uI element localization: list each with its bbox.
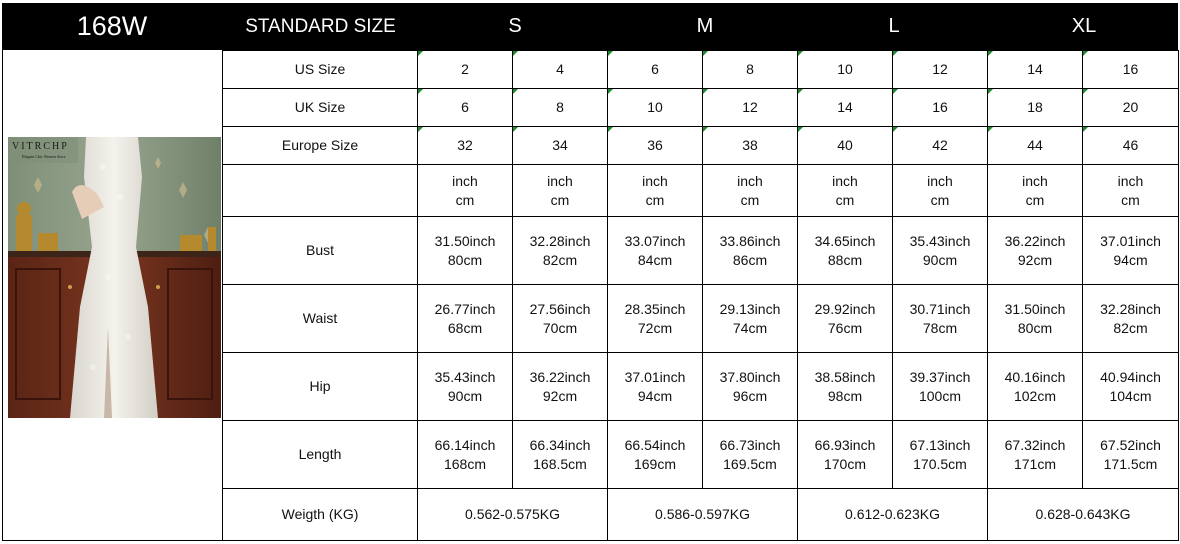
uk-size-cell: [798, 89, 893, 127]
cell-value: 8: [556, 99, 564, 115]
cell-corner-marker: [988, 89, 993, 94]
cell-corner-marker: [418, 89, 423, 94]
cell-inch-value: 33.86inch: [719, 232, 781, 249]
cell-value: 16: [1122, 61, 1139, 77]
us-size-cell: [703, 51, 798, 89]
cell-cm-value: 169cm: [633, 455, 677, 472]
cell-inch-value: 66.54inch: [624, 436, 686, 453]
bust-cell: [798, 217, 893, 285]
cell-corner-marker: [1083, 51, 1088, 56]
cell-inch-value: 29.92inch: [814, 300, 876, 317]
unit-cell: [513, 165, 608, 217]
cell-value: 46: [1122, 137, 1139, 153]
cell-cm-value: 170.5cm: [913, 455, 967, 472]
weight-cell: 0.612-0.623KG: [798, 489, 988, 541]
cell-cm-value: 171cm: [1013, 455, 1057, 472]
cell-inch-value: 32.28inch: [1100, 300, 1161, 317]
row-unit: [223, 165, 1179, 217]
cell-value: 12: [742, 99, 758, 115]
length-cell: [418, 421, 513, 489]
length-cell: [608, 421, 703, 489]
europe-size-cell: [608, 127, 703, 165]
row-uk-size: [223, 89, 1179, 127]
cell-inch-value: 35.43inch: [909, 232, 971, 249]
length-cell: [513, 421, 608, 489]
waist-cell: [418, 285, 513, 353]
cell-inch-value: 32.28inch: [529, 232, 591, 249]
cell-inch-value: 36.22inch: [529, 368, 591, 385]
europe-size-cell: [798, 127, 893, 165]
cell-inch-value: 33.07inch: [624, 232, 686, 249]
cell-value: 10: [647, 99, 663, 115]
standard-size-heading: STANDARD SIZE: [245, 16, 396, 37]
cell-inch-value: 39.37inch: [909, 368, 971, 385]
cell-cm-value: 96cm: [732, 387, 768, 404]
unit-cell: [608, 165, 703, 217]
europe-size-cell: [893, 127, 988, 165]
cell-cm-value: cm: [1121, 191, 1140, 208]
cell-value: 4: [556, 61, 564, 77]
cell-inch-value: 38.58inch: [814, 368, 876, 385]
cell-inch-value: 30.71inch: [909, 300, 971, 317]
size-heading-xl: XL: [1071, 15, 1097, 37]
bust-cell: [703, 217, 798, 285]
length-cell: [1083, 421, 1179, 489]
cell-value: 42: [932, 137, 948, 153]
cell-inch-value: 27.56inch: [529, 300, 591, 317]
bust-cell: [513, 217, 608, 285]
size-heading-l: L: [888, 15, 900, 37]
cell-cm-value: cm: [1025, 191, 1045, 208]
cell-value: 14: [1027, 61, 1043, 77]
cell-corner-marker: [893, 51, 898, 56]
unit-cell: [893, 165, 988, 217]
hip-cell: [1083, 353, 1179, 421]
brand-logo-text: VITRCHP: [12, 141, 69, 152]
cell-corner-marker: [703, 51, 708, 56]
cell-cm-value: cm: [455, 191, 475, 208]
cell-cm-value: cm: [740, 191, 760, 208]
cell-cm-value: 100cm: [918, 387, 962, 404]
cell-cm-value: 72cm: [637, 319, 673, 336]
cell-cm-value: 102cm: [1013, 387, 1057, 404]
cell-inch-value: 66.14inch: [434, 436, 496, 453]
waist-cell: [513, 285, 608, 353]
cell-corner-marker: [1083, 127, 1088, 132]
cell-value: 14: [837, 99, 853, 115]
cell-corner-marker: [513, 127, 518, 132]
cell-cm-value: 74cm: [732, 319, 768, 336]
cell-value: 6: [461, 99, 469, 115]
unit-cell: [798, 165, 893, 217]
cell-cm-value: 94cm: [1113, 251, 1148, 268]
cell-cm-value: 70cm: [542, 319, 578, 336]
cell-corner-marker: [608, 51, 613, 56]
cell-corner-marker: [798, 51, 803, 56]
cell-inch-value: 66.73inch: [719, 436, 781, 453]
row-bust: [223, 217, 1179, 285]
europe-size-cell: [418, 127, 513, 165]
waist-cell: [608, 285, 703, 353]
cell-corner-marker: [988, 51, 993, 56]
unit-cell: [418, 165, 513, 217]
row-hip: [223, 353, 1179, 421]
cell-cm-value: 94cm: [637, 387, 673, 404]
cell-corner-marker: [608, 89, 613, 94]
waist-cell: [893, 285, 988, 353]
cell-cm-value: 82cm: [542, 251, 578, 268]
bust-cell: [1083, 217, 1179, 285]
us-size-cell: [418, 51, 513, 89]
europe-size-cell: [703, 127, 798, 165]
uk-size-cell: [988, 89, 1083, 127]
length-cell: [893, 421, 988, 489]
cell-value: 44: [1027, 137, 1043, 153]
cell-cm-value: cm: [930, 191, 950, 208]
cell-inch-value: inch: [1022, 172, 1048, 189]
row-label-bust: Bust: [223, 217, 418, 285]
cell-corner-marker: [608, 127, 613, 132]
cell-value: 38: [742, 137, 758, 153]
cell-inch-value: 67.52inch: [1100, 436, 1161, 453]
cell-corner-marker: [418, 51, 423, 56]
uk-size-cell: [418, 89, 513, 127]
cell-inch-value: 67.13inch: [909, 436, 971, 453]
cell-cm-value: 169.5cm: [723, 455, 777, 472]
row-label-unit: [223, 165, 418, 217]
cell-value: 2: [461, 61, 469, 77]
cell-corner-marker: [513, 51, 518, 56]
waist-cell: [798, 285, 893, 353]
hip-cell: [798, 353, 893, 421]
cell-value: 16: [932, 99, 948, 115]
cell-value: 10: [837, 61, 853, 77]
cell-inch-value: inch: [642, 172, 668, 189]
us-size-cell: [608, 51, 703, 89]
hip-cell: [893, 353, 988, 421]
europe-size-cell: [513, 127, 608, 165]
cell-corner-marker: [798, 89, 803, 94]
row-label-length: Length: [223, 421, 418, 489]
cell-corner-marker: [703, 89, 708, 94]
cell-cm-value: 104cm: [1109, 387, 1152, 404]
cell-cm-value: 82cm: [1113, 319, 1148, 336]
cell-cm-value: cm: [645, 191, 665, 208]
row-weight: [223, 489, 1179, 541]
row-label-uk-size: UK Size: [223, 89, 418, 127]
cell-inch-value: 66.34inch: [529, 436, 591, 453]
cell-inch-value: inch: [927, 172, 953, 189]
cell-cm-value: 170cm: [823, 455, 867, 472]
unit-cell: [988, 165, 1083, 217]
cell-inch-value: 37.01inch: [1100, 232, 1161, 249]
cell-value: 36: [647, 137, 663, 153]
cell-value: 40: [837, 137, 853, 153]
bust-cell: [988, 217, 1083, 285]
cell-inch-value: 26.77inch: [434, 300, 496, 317]
length-cell: [988, 421, 1083, 489]
cell-inch-value: 66.93inch: [814, 436, 876, 453]
cell-cm-value: 98cm: [827, 387, 863, 404]
bust-cell: [893, 217, 988, 285]
uk-size-cell: [513, 89, 608, 127]
cell-inch-value: 35.43inch: [434, 368, 496, 385]
row-label-weight: Weigth (KG): [223, 489, 418, 541]
waist-cell: [1083, 285, 1179, 353]
brand-title: 168W: [76, 11, 148, 41]
cell-inch-value: inch: [737, 172, 763, 189]
uk-size-cell: [893, 89, 988, 127]
cell-inch-value: inch: [1117, 172, 1144, 189]
cell-corner-marker: [893, 127, 898, 132]
us-size-cell: [798, 51, 893, 89]
hip-cell: [703, 353, 798, 421]
bust-cell: [608, 217, 703, 285]
cell-value: 34: [552, 137, 568, 153]
cell-corner-marker: [988, 127, 993, 132]
waist-cell: [988, 285, 1083, 353]
cell-cm-value: 168cm: [443, 455, 487, 472]
cell-cm-value: 92cm: [542, 387, 578, 404]
unit-cell: [703, 165, 798, 217]
header-bar: [2, 3, 1178, 50]
weight-cell: 0.562-0.575KG: [418, 489, 608, 541]
cell-inch-value: 29.13inch: [719, 300, 781, 317]
cell-cm-value: 68cm: [447, 319, 483, 336]
cell-value: 8: [746, 61, 754, 77]
cell-inch-value: 28.35inch: [624, 300, 686, 317]
cell-corner-marker: [703, 127, 708, 132]
product-photo: [8, 137, 221, 418]
bust-cell: [418, 217, 513, 285]
waist-cell: [703, 285, 798, 353]
cell-cm-value: 168.5cm: [533, 455, 587, 472]
row-label-us-size: US Size: [223, 51, 418, 89]
cell-cm-value: 80cm: [447, 251, 483, 268]
hip-cell: [988, 353, 1083, 421]
cell-inch-value: 40.94inch: [1100, 368, 1161, 385]
cell-cm-value: cm: [550, 191, 570, 208]
uk-size-cell: [703, 89, 798, 127]
cell-corner-marker: [513, 89, 518, 94]
cell-inch-value: 31.50inch: [434, 232, 496, 249]
cell-value: 6: [651, 61, 659, 77]
us-size-cell: [988, 51, 1083, 89]
length-cell: [798, 421, 893, 489]
size-heading-s: S: [508, 15, 522, 37]
uk-size-cell: [608, 89, 703, 127]
uk-size-cell: [1083, 89, 1179, 127]
row-us-size: [223, 51, 1179, 89]
us-size-cell: [893, 51, 988, 89]
cell-inch-value: inch: [832, 172, 858, 189]
hip-cell: [418, 353, 513, 421]
cell-cm-value: 90cm: [922, 251, 958, 268]
product-image-cell: [2, 50, 222, 541]
unit-cell: [1083, 165, 1179, 217]
cell-cm-value: 78cm: [922, 319, 958, 336]
cell-value: 18: [1027, 99, 1043, 115]
weight-cell: 0.628-0.643KG: [988, 489, 1179, 541]
cell-inch-value: 37.80inch: [719, 368, 781, 385]
cell-cm-value: 171.5cm: [1103, 455, 1158, 472]
europe-size-cell: [988, 127, 1083, 165]
cell-cm-value: 80cm: [1017, 319, 1053, 336]
weight-cell: 0.586-0.597KG: [608, 489, 798, 541]
row-label-hip: Hip: [223, 353, 418, 421]
row-length: [223, 421, 1179, 489]
cell-inch-value: 67.32inch: [1004, 436, 1066, 453]
brand-tagline: Elegant Chic Women Store: [22, 154, 66, 159]
cell-value: 20: [1122, 99, 1139, 115]
cell-inch-value: 31.50inch: [1004, 300, 1066, 317]
us-size-cell: [513, 51, 608, 89]
cell-corner-marker: [798, 127, 803, 132]
size-chart-table: [222, 50, 1179, 541]
cell-inch-value: 37.01inch: [624, 368, 686, 385]
cell-inch-value: 34.65inch: [814, 232, 876, 249]
row-label-europe-size: Europe Size: [223, 127, 418, 165]
cell-cm-value: 86cm: [732, 251, 768, 268]
cell-corner-marker: [893, 89, 898, 94]
cell-corner-marker: [418, 127, 423, 132]
size-heading-m: M: [696, 15, 714, 37]
cell-cm-value: cm: [835, 191, 855, 208]
cell-cm-value: 90cm: [447, 387, 483, 404]
us-size-cell: [1083, 51, 1179, 89]
cell-inch-value: 36.22inch: [1004, 232, 1066, 249]
europe-size-cell: [1083, 127, 1179, 165]
cell-cm-value: 84cm: [637, 251, 673, 268]
cell-cm-value: 88cm: [827, 251, 863, 268]
cell-corner-marker: [1083, 89, 1088, 94]
cell-value: 12: [932, 61, 948, 77]
product-photo-art: [8, 137, 221, 418]
cell-inch-value: 40.16inch: [1004, 368, 1066, 385]
row-europe-size: [223, 127, 1179, 165]
length-cell: [703, 421, 798, 489]
cell-inch-value: inch: [547, 172, 573, 189]
cell-value: 32: [457, 137, 473, 153]
cell-cm-value: 92cm: [1017, 251, 1053, 268]
cell-inch-value: inch: [452, 172, 478, 189]
hip-cell: [608, 353, 703, 421]
hip-cell: [513, 353, 608, 421]
row-waist: [223, 285, 1179, 353]
cell-cm-value: 76cm: [827, 319, 863, 336]
row-label-waist: Waist: [223, 285, 418, 353]
